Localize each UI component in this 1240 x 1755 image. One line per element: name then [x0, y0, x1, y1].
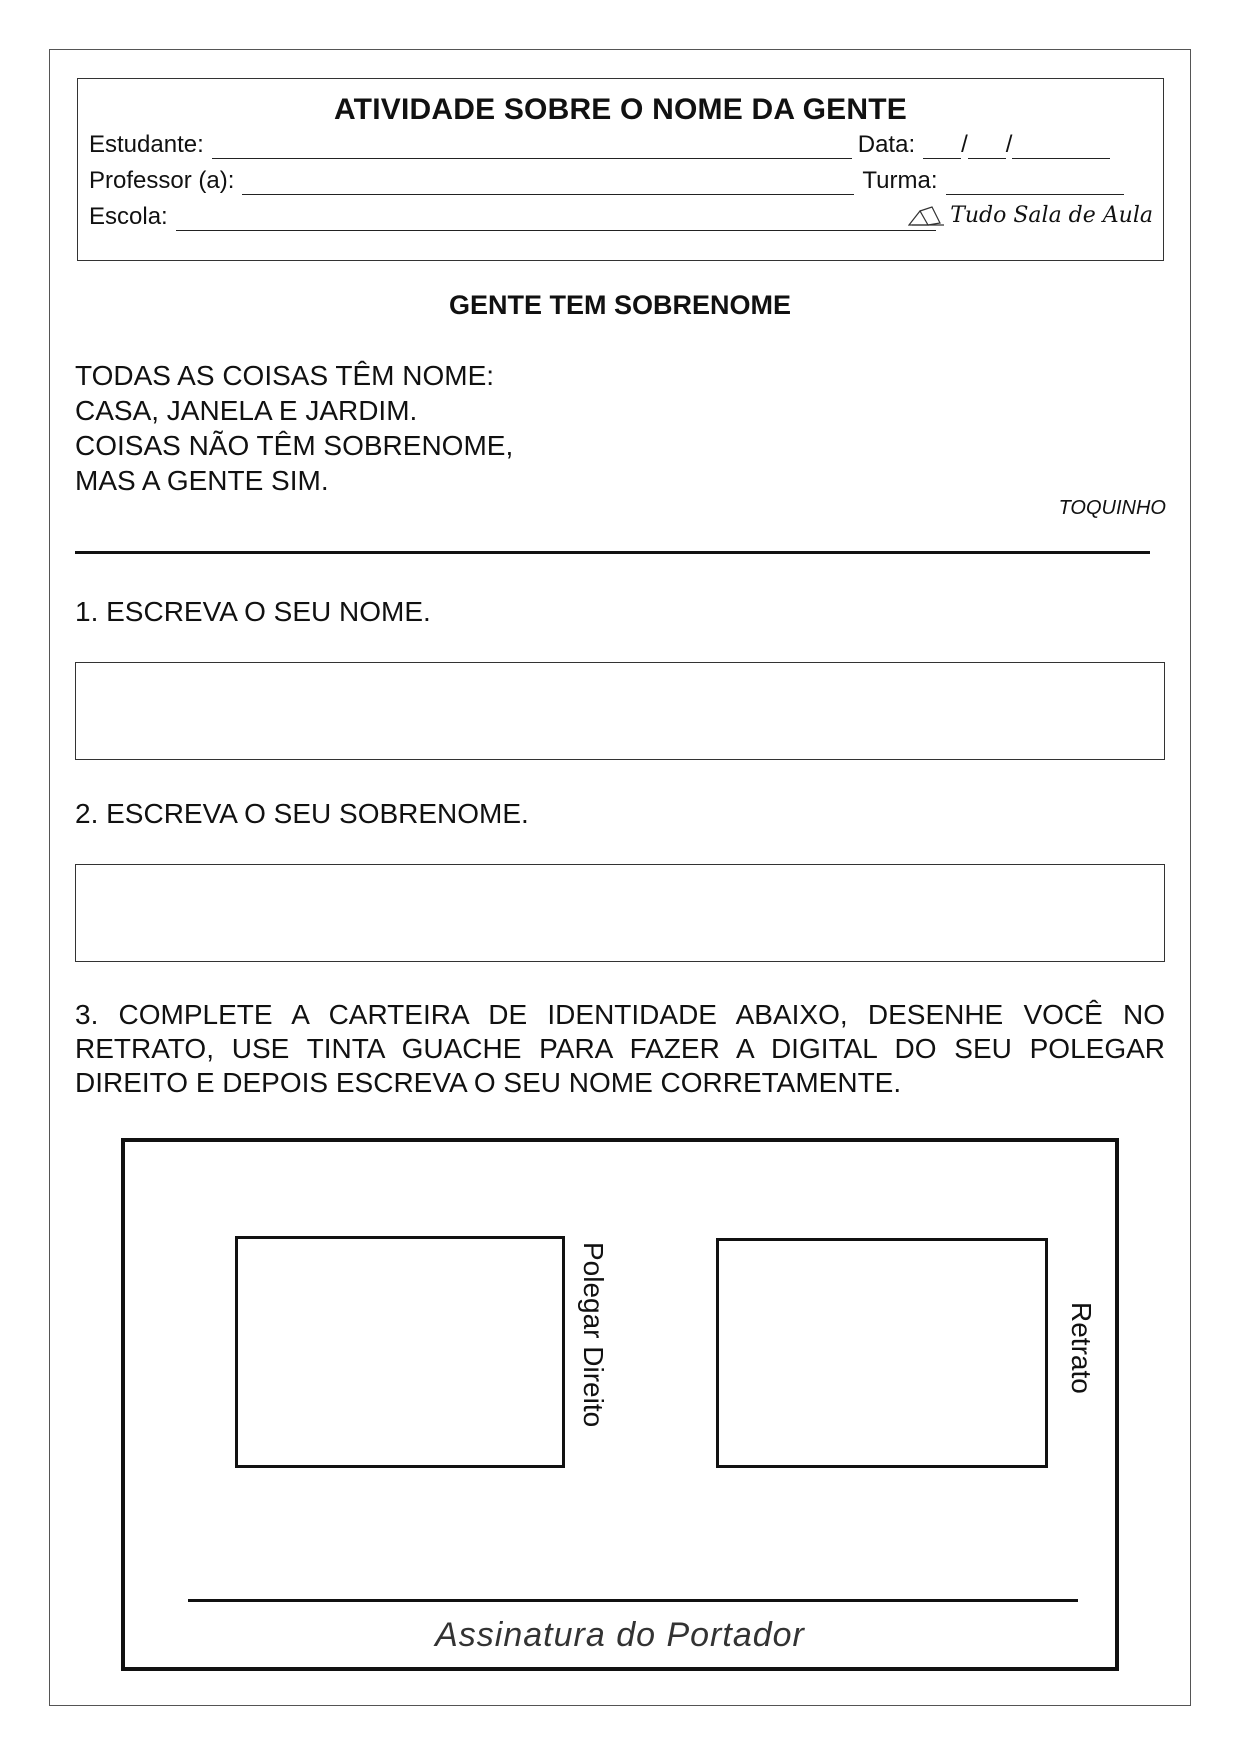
question-1: 1. ESCREVA O SEU NOME. [75, 596, 431, 627]
section-title: GENTE TEM SOBRENOME [448, 290, 792, 320]
student-field[interactable] [212, 136, 852, 159]
student-row [89, 131, 1110, 159]
portrait-label: Retrato [1066, 1302, 1097, 1394]
teacher-label: Professor (a): [89, 167, 235, 194]
date-year-field[interactable] [1012, 136, 1110, 159]
poem-line: CASA, JANELA E JARDIM. [75, 395, 418, 426]
teacher-field[interactable] [242, 172, 854, 195]
class-label: Turma: [862, 167, 938, 194]
brand-text: Tudo Sala de Aula [950, 203, 1153, 228]
signature-line[interactable] [188, 1599, 1078, 1602]
class-field[interactable] [946, 172, 1124, 195]
school-row [89, 203, 936, 231]
thumbprint-label: Polegar Direito [578, 1242, 609, 1428]
date-separator: / [1005, 131, 1013, 158]
date-separator: / [961, 131, 968, 158]
date-label: Data: [857, 131, 916, 158]
poem [75, 358, 513, 498]
question-2: 2. ESCREVA O SEU SOBRENOME. [75, 798, 529, 829]
thumbprint-box[interactable] [235, 1236, 565, 1468]
divider-line [75, 551, 1150, 554]
name-answer-box[interactable] [75, 662, 1165, 760]
brand-logo [908, 203, 1153, 228]
header-box [77, 78, 1164, 261]
poem-author: TOQUINHO [1058, 497, 1166, 519]
signature-label: Assinatura do Portador [435, 1616, 805, 1654]
school-field[interactable] [176, 208, 936, 231]
surname-answer-box[interactable] [75, 864, 1165, 962]
teacher-row [89, 167, 1124, 195]
question-3: 3. COMPLETE A CARTEIRA DE IDENTIDADE ABAIXO, DESENHE VOCÊ NO RETRATO, USE TINTA GUACHE PARA FAZER A DIGITAL DO SEU POLEGAR DIREITO E DEPOIS ESCREVA O SEU NOME CORRETAMENTE. [75, 999, 1165, 1098]
poem-line: COISAS NÃO TÊM SOBRENOME, [75, 430, 514, 461]
date-day-field[interactable] [923, 136, 961, 159]
date-month-field[interactable] [968, 136, 1006, 159]
book-icon [908, 205, 946, 227]
portrait-box[interactable] [716, 1238, 1048, 1468]
school-label: Escola: [89, 203, 168, 230]
student-label: Estudante: [89, 131, 204, 158]
activity-title: ATIVIDADE SOBRE O NOME DA GENTE [334, 93, 907, 126]
poem-line: MAS A GENTE SIM. [75, 465, 329, 496]
id-card [121, 1138, 1119, 1671]
poem-line: TODAS AS COISAS TÊM NOME: [75, 360, 495, 391]
